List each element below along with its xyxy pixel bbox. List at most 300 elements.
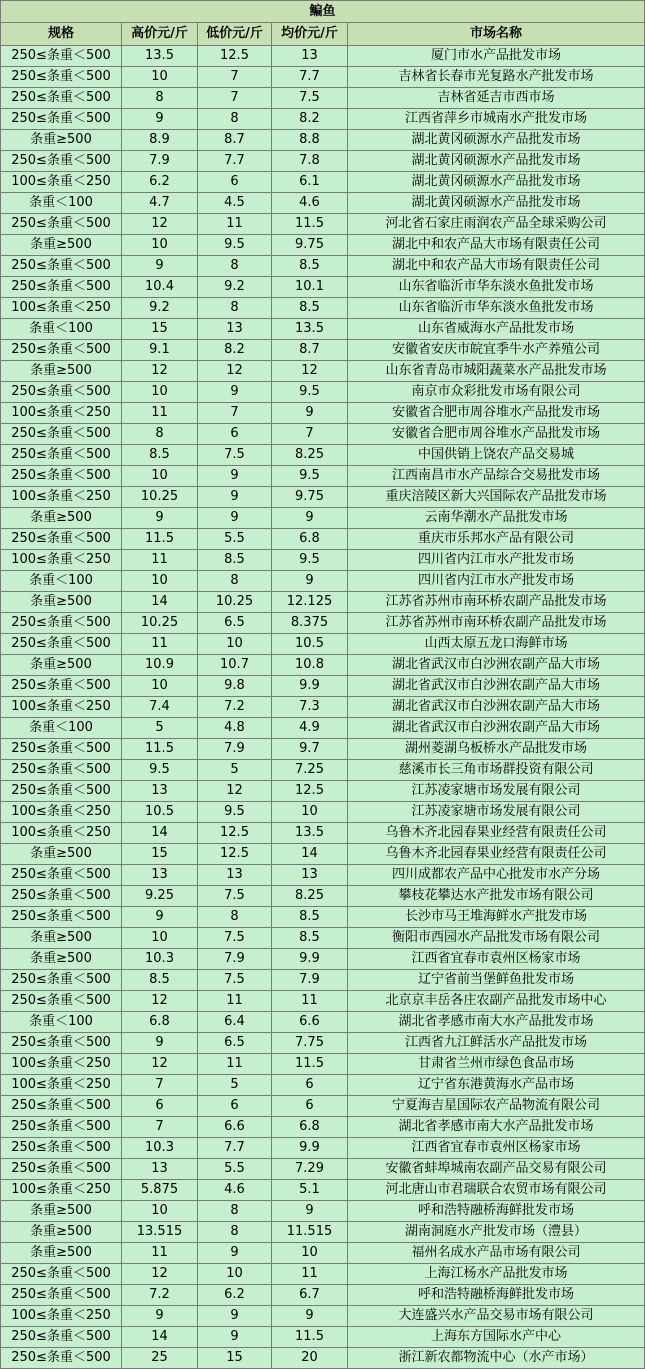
table-row [1,361,645,382]
cell-spec: 100≤条重＜250 [1,1054,122,1075]
cell-spec: 250≤条重＜500 [1,67,122,88]
cell-high-price: 11 [122,1243,198,1264]
cell-avg-price: 12.125 [272,592,348,613]
cell-high-price: 15 [122,319,198,340]
cell-spec: 100≤条重＜250 [1,1075,122,1096]
cell-avg-price: 7.8 [272,151,348,172]
cell-spec: 条重＜100 [1,193,122,214]
cell-market-name: 江苏凌家塘市场发展有限公司 [348,802,645,823]
cell-market-name: 南京市众彩批发市场有限公司 [348,382,645,403]
cell-market-name: 安徽省安庆市皖宜季牛水产养殖公司 [348,340,645,361]
cell-market-name: 辽宁省前当堡鲜鱼批发市场 [348,970,645,991]
table-row [1,256,645,277]
cell-low-price: 6.5 [198,1033,272,1054]
cell-avg-price: 9.5 [272,550,348,571]
cell-spec: 250≤条重＜500 [1,1033,122,1054]
cell-avg-price: 9 [272,571,348,592]
cell-market-name: 北京京丰岳各庄农副产品批发市场中心 [348,991,645,1012]
cell-high-price: 10.4 [122,277,198,298]
cell-avg-price: 8.375 [272,613,348,634]
cell-spec: 250≤条重＜500 [1,907,122,928]
cell-low-price: 9.2 [198,277,272,298]
cell-low-price: 10.7 [198,655,272,676]
cell-high-price: 5 [122,718,198,739]
cell-spec: 条重≥500 [1,844,122,865]
cell-low-price: 6 [198,172,272,193]
table-row [1,403,645,424]
header-market-name: 市场名称 [348,23,645,46]
cell-spec: 条重＜100 [1,1012,122,1033]
cell-market-name: 河北唐山市君瑞联合农贸市场有限公司 [348,1180,645,1201]
cell-spec: 250≤条重＜500 [1,991,122,1012]
cell-market-name: 中国供销上饶农产品交易城 [348,445,645,466]
cell-market-name: 福州名成水产品市场有限公司 [348,1243,645,1264]
cell-avg-price: 9.5 [272,466,348,487]
cell-low-price: 4.8 [198,718,272,739]
cell-avg-price: 6.8 [272,529,348,550]
cell-low-price: 8.5 [198,550,272,571]
table-row [1,739,645,760]
cell-avg-price: 9.9 [272,949,348,970]
table-row [1,1180,645,1201]
cell-high-price: 9 [122,256,198,277]
table-row [1,382,645,403]
cell-market-name: 厦门市水产品批发市场 [348,46,645,67]
cell-market-name: 云南华潮水产品批发市场 [348,508,645,529]
cell-market-name: 攀枝花攀达水产批发市场有限公司 [348,886,645,907]
cell-low-price: 6 [198,424,272,445]
cell-high-price: 10.3 [122,1138,198,1159]
cell-avg-price: 9.9 [272,676,348,697]
cell-spec: 250≤条重＜500 [1,214,122,235]
cell-low-price: 12 [198,361,272,382]
cell-spec: 250≤条重＜500 [1,445,122,466]
cell-avg-price: 8.7 [272,340,348,361]
cell-high-price: 9 [122,1306,198,1327]
cell-low-price: 9 [198,1243,272,1264]
table-row [1,424,645,445]
cell-market-name: 湖北黄冈硕源水产品批发市场 [348,172,645,193]
cell-high-price: 10.9 [122,655,198,676]
cell-low-price: 11 [198,991,272,1012]
cell-market-name: 四川省内江市水产批发市场 [348,550,645,571]
cell-market-name: 江西省萍乡市城南水产批发市场 [348,109,645,130]
cell-market-name: 吉林省长春市光复路水产批发市场 [348,67,645,88]
cell-avg-price: 8.5 [272,928,348,949]
cell-low-price: 9 [198,1327,272,1348]
cell-high-price: 11 [122,634,198,655]
cell-avg-price: 9.5 [272,382,348,403]
cell-market-name: 湖北省武汉市白沙洲农副产品大市场 [348,718,645,739]
cell-market-name: 安徽省合肥市周谷堆水产品批发市场 [348,403,645,424]
cell-avg-price: 6 [272,1096,348,1117]
table-row [1,886,645,907]
cell-avg-price: 14 [272,844,348,865]
cell-spec: 250≤条重＜500 [1,676,122,697]
cell-avg-price: 9 [272,403,348,424]
cell-spec: 条重≥500 [1,1243,122,1264]
table-row [1,1012,645,1033]
cell-market-name: 上海东方国际水产中心 [348,1327,645,1348]
cell-avg-price: 8.25 [272,445,348,466]
cell-spec: 250≤条重＜500 [1,760,122,781]
cell-high-price: 13 [122,1159,198,1180]
table-row [1,172,645,193]
cell-high-price: 10 [122,382,198,403]
table-row [1,907,645,928]
cell-market-name: 四川省内江市水产批发市场 [348,571,645,592]
cell-market-name: 湖北中和农产品大市场有限责任公司 [348,256,645,277]
cell-spec: 250≤条重＜500 [1,1138,122,1159]
table-row [1,634,645,655]
cell-low-price: 7.5 [198,886,272,907]
cell-low-price: 8.7 [198,130,272,151]
table-row [1,1075,645,1096]
cell-low-price: 6.4 [198,1012,272,1033]
cell-avg-price: 7.3 [272,697,348,718]
cell-high-price: 12 [122,991,198,1012]
cell-market-name: 湖北省武汉市白沙洲农副产品大市场 [348,676,645,697]
cell-high-price: 14 [122,1327,198,1348]
cell-spec: 条重≥500 [1,655,122,676]
cell-low-price: 8.2 [198,340,272,361]
table-row [1,1033,645,1054]
cell-market-name: 河北省石家庄雨润农产品全球采购公司 [348,214,645,235]
cell-high-price: 10 [122,1201,198,1222]
cell-high-price: 8.5 [122,445,198,466]
table-row [1,1306,645,1327]
table-row [1,655,645,676]
cell-low-price: 5.5 [198,1159,272,1180]
table-row [1,592,645,613]
cell-market-name: 慈溪市长三角市场群投资有限公司 [348,760,645,781]
cell-avg-price: 7.5 [272,88,348,109]
cell-market-name: 山东省临沂市华东淡水鱼批发市场 [348,298,645,319]
cell-market-name: 呼和浩特融桥海鲜批发市场 [348,1201,645,1222]
cell-low-price: 9 [198,1306,272,1327]
cell-high-price: 13.515 [122,1222,198,1243]
cell-market-name: 江西省宜春市袁州区杨家市场 [348,949,645,970]
cell-high-price: 6.8 [122,1012,198,1033]
table-row [1,991,645,1012]
cell-spec: 250≤条重＜500 [1,970,122,991]
cell-spec: 条重≥500 [1,928,122,949]
cell-spec: 100≤条重＜250 [1,802,122,823]
cell-avg-price: 5.1 [272,1180,348,1201]
cell-high-price: 8.9 [122,130,198,151]
cell-avg-price: 6.6 [272,1012,348,1033]
cell-high-price: 9 [122,508,198,529]
cell-market-name: 湖南洞庭水产批发市场（澧县） [348,1222,645,1243]
table-row [1,340,645,361]
cell-spec: 条重≥500 [1,235,122,256]
cell-high-price: 10 [122,928,198,949]
table-row [1,1201,645,1222]
table-row [1,718,645,739]
cell-spec: 250≤条重＜500 [1,1264,122,1285]
cell-market-name: 上海江杨水产品批发市场 [348,1264,645,1285]
cell-high-price: 5.875 [122,1180,198,1201]
header-high-price: 高价元/斤 [122,23,198,46]
cell-market-name: 湖北黄冈硕源水产品批发市场 [348,130,645,151]
cell-avg-price: 9.75 [272,235,348,256]
cell-spec: 100≤条重＜250 [1,1180,122,1201]
table-row [1,235,645,256]
cell-low-price: 7 [198,88,272,109]
cell-spec: 250≤条重＜500 [1,466,122,487]
cell-high-price: 12 [122,214,198,235]
cell-low-price: 9.5 [198,802,272,823]
cell-low-price: 8 [198,256,272,277]
table-row [1,508,645,529]
cell-spec: 100≤条重＜250 [1,403,122,424]
cell-spec: 250≤条重＜500 [1,739,122,760]
cell-low-price: 8 [198,1201,272,1222]
cell-high-price: 7.4 [122,697,198,718]
cell-avg-price: 9 [272,1201,348,1222]
cell-avg-price: 8.2 [272,109,348,130]
cell-high-price: 9 [122,907,198,928]
cell-high-price: 9 [122,1033,198,1054]
cell-market-name: 四川成都农产品中心批发市水产分场 [348,865,645,886]
cell-low-price: 7.7 [198,1138,272,1159]
cell-market-name: 湖北省武汉市白沙洲农副产品大市场 [348,697,645,718]
cell-avg-price: 9.7 [272,739,348,760]
cell-spec: 100≤条重＜250 [1,550,122,571]
cell-avg-price: 7 [272,424,348,445]
cell-high-price: 8 [122,424,198,445]
cell-spec: 250≤条重＜500 [1,109,122,130]
cell-market-name: 呼和浩特融桥海鲜批发市场 [348,1285,645,1306]
cell-market-name: 重庆市乐邦水产品有限公司 [348,529,645,550]
cell-spec: 250≤条重＜500 [1,529,122,550]
cell-high-price: 7 [122,1075,198,1096]
cell-avg-price: 12.5 [272,781,348,802]
table-body [1,46,645,1369]
table-row [1,277,645,298]
cell-avg-price: 8.25 [272,886,348,907]
cell-high-price: 10.3 [122,949,198,970]
table-row [1,193,645,214]
table-row [1,88,645,109]
cell-high-price: 14 [122,592,198,613]
cell-high-price: 7.2 [122,1285,198,1306]
table-row [1,802,645,823]
cell-avg-price: 6.1 [272,172,348,193]
cell-low-price: 11 [198,214,272,235]
cell-low-price: 8 [198,1222,272,1243]
cell-avg-price: 10.1 [272,277,348,298]
cell-low-price: 13 [198,319,272,340]
cell-high-price: 10 [122,235,198,256]
cell-low-price: 12 [198,781,272,802]
cell-low-price: 6.2 [198,1285,272,1306]
cell-low-price: 11 [198,1054,272,1075]
cell-spec: 250≤条重＜500 [1,151,122,172]
table-row [1,445,645,466]
cell-avg-price: 10 [272,1243,348,1264]
cell-market-name: 辽宁省东港黄海水产品市场 [348,1075,645,1096]
cell-low-price: 7.9 [198,949,272,970]
cell-high-price: 10 [122,571,198,592]
cell-low-price: 5 [198,1075,272,1096]
cell-high-price: 12 [122,361,198,382]
cell-low-price: 7.2 [198,697,272,718]
cell-market-name: 湖北省武汉市白沙洲农副产品大市场 [348,655,645,676]
cell-spec: 100≤条重＜250 [1,487,122,508]
table-row [1,1327,645,1348]
cell-high-price: 10 [122,67,198,88]
cell-avg-price: 11.5 [272,1054,348,1075]
cell-high-price: 10.25 [122,487,198,508]
cell-spec: 条重≥500 [1,130,122,151]
cell-market-name: 江西省宜春市袁州区杨家市场 [348,1138,645,1159]
cell-low-price: 6 [198,1096,272,1117]
table-row [1,970,645,991]
header-spec: 规格 [1,23,122,46]
cell-market-name: 江苏省苏州市南环桥农副产品批发市场 [348,592,645,613]
cell-low-price: 12.5 [198,46,272,67]
table-row [1,760,645,781]
table-row [1,529,645,550]
cell-avg-price: 8.5 [272,907,348,928]
table-row [1,214,645,235]
cell-low-price: 5 [198,760,272,781]
table-row [1,823,645,844]
cell-high-price: 9.1 [122,340,198,361]
header-low-price: 低价元/斤 [198,23,272,46]
cell-high-price: 6 [122,1096,198,1117]
cell-low-price: 9 [198,466,272,487]
table-row [1,1285,645,1306]
cell-low-price: 9.8 [198,676,272,697]
header-row [1,23,645,46]
cell-spec: 条重≥500 [1,1222,122,1243]
cell-low-price: 7 [198,67,272,88]
table-row [1,298,645,319]
cell-market-name: 乌鲁木齐北园春果业经营有限责任公司 [348,844,645,865]
cell-market-name: 山东省青岛市城阳蔬菜水产品批发市场 [348,361,645,382]
cell-spec: 250≤条重＜500 [1,382,122,403]
cell-low-price: 4.5 [198,193,272,214]
cell-spec: 100≤条重＜250 [1,298,122,319]
table-row [1,781,645,802]
cell-market-name: 山东省威海水产品批发市场 [348,319,645,340]
cell-spec: 条重＜100 [1,718,122,739]
table-row [1,1222,645,1243]
cell-low-price: 9 [198,382,272,403]
table-row [1,1264,645,1285]
cell-high-price: 11.5 [122,739,198,760]
cell-avg-price: 20 [272,1348,348,1369]
cell-market-name: 重庆涪陵区新大兴国际农产品批发市场 [348,487,645,508]
cell-high-price: 13 [122,865,198,886]
cell-low-price: 8 [198,109,272,130]
cell-high-price: 10 [122,676,198,697]
cell-high-price: 13.5 [122,46,198,67]
cell-avg-price: 9 [272,508,348,529]
cell-market-name: 江西南昌市水产品综合交易批发市场 [348,466,645,487]
table-row [1,1054,645,1075]
cell-avg-price: 7.75 [272,1033,348,1054]
cell-spec: 100≤条重＜250 [1,823,122,844]
cell-high-price: 8 [122,88,198,109]
cell-high-price: 15 [122,844,198,865]
cell-market-name: 山东省临沂市华东淡水鱼批发市场 [348,277,645,298]
cell-low-price: 7.5 [198,928,272,949]
cell-spec: 100≤条重＜250 [1,697,122,718]
cell-spec: 条重＜100 [1,319,122,340]
cell-low-price: 7 [198,403,272,424]
cell-high-price: 8.5 [122,970,198,991]
cell-high-price: 7.9 [122,151,198,172]
cell-avg-price: 11.515 [272,1222,348,1243]
cell-spec: 250≤条重＜500 [1,1327,122,1348]
cell-avg-price: 6.8 [272,1117,348,1138]
cell-avg-price: 13 [272,46,348,67]
table-row [1,1243,645,1264]
cell-market-name: 乌鲁木齐北园春果业经营有限责任公司 [348,823,645,844]
table-row [1,1159,645,1180]
cell-avg-price: 11 [272,1264,348,1285]
cell-spec: 条重≥500 [1,508,122,529]
cell-avg-price: 8.8 [272,130,348,151]
cell-high-price: 9.2 [122,298,198,319]
cell-spec: 250≤条重＜500 [1,634,122,655]
cell-spec: 条重≥500 [1,949,122,970]
cell-low-price: 10 [198,1264,272,1285]
cell-avg-price: 4.6 [272,193,348,214]
cell-spec: 250≤条重＜500 [1,424,122,445]
cell-low-price: 6.5 [198,613,272,634]
cell-avg-price: 10 [272,802,348,823]
cell-high-price: 9.5 [122,760,198,781]
cell-market-name: 江苏凌家塘市场发展有限公司 [348,781,645,802]
cell-market-name: 山西太原五龙口海鲜市场 [348,634,645,655]
table-row [1,613,645,634]
cell-avg-price: 6 [272,1075,348,1096]
cell-low-price: 7.5 [198,445,272,466]
cell-spec: 条重≥500 [1,1201,122,1222]
table-row [1,928,645,949]
cell-high-price: 11 [122,403,198,424]
cell-market-name: 湖州菱湖乌板桥水产品批发市场 [348,739,645,760]
table-row [1,676,645,697]
title-row [1,1,645,23]
table-row [1,46,645,67]
table-row [1,466,645,487]
table-row [1,151,645,172]
cell-low-price: 12.5 [198,844,272,865]
cell-spec: 250≤条重＜500 [1,256,122,277]
cell-low-price: 7.9 [198,739,272,760]
cell-avg-price: 6.7 [272,1285,348,1306]
cell-low-price: 6.6 [198,1117,272,1138]
cell-avg-price: 11 [272,991,348,1012]
cell-avg-price: 7.9 [272,970,348,991]
cell-spec: 250≤条重＜500 [1,781,122,802]
cell-high-price: 6.2 [122,172,198,193]
cell-avg-price: 10.8 [272,655,348,676]
table-row [1,949,645,970]
cell-market-name: 湖北省孝感市南大水产品批发市场 [348,1012,645,1033]
cell-low-price: 7.7 [198,151,272,172]
cell-avg-price: 13 [272,865,348,886]
cell-spec: 100≤条重＜250 [1,1306,122,1327]
cell-spec: 100≤条重＜250 [1,172,122,193]
cell-spec: 250≤条重＜500 [1,277,122,298]
cell-market-name: 衡阳市西园水产品批发市场有限公司 [348,928,645,949]
